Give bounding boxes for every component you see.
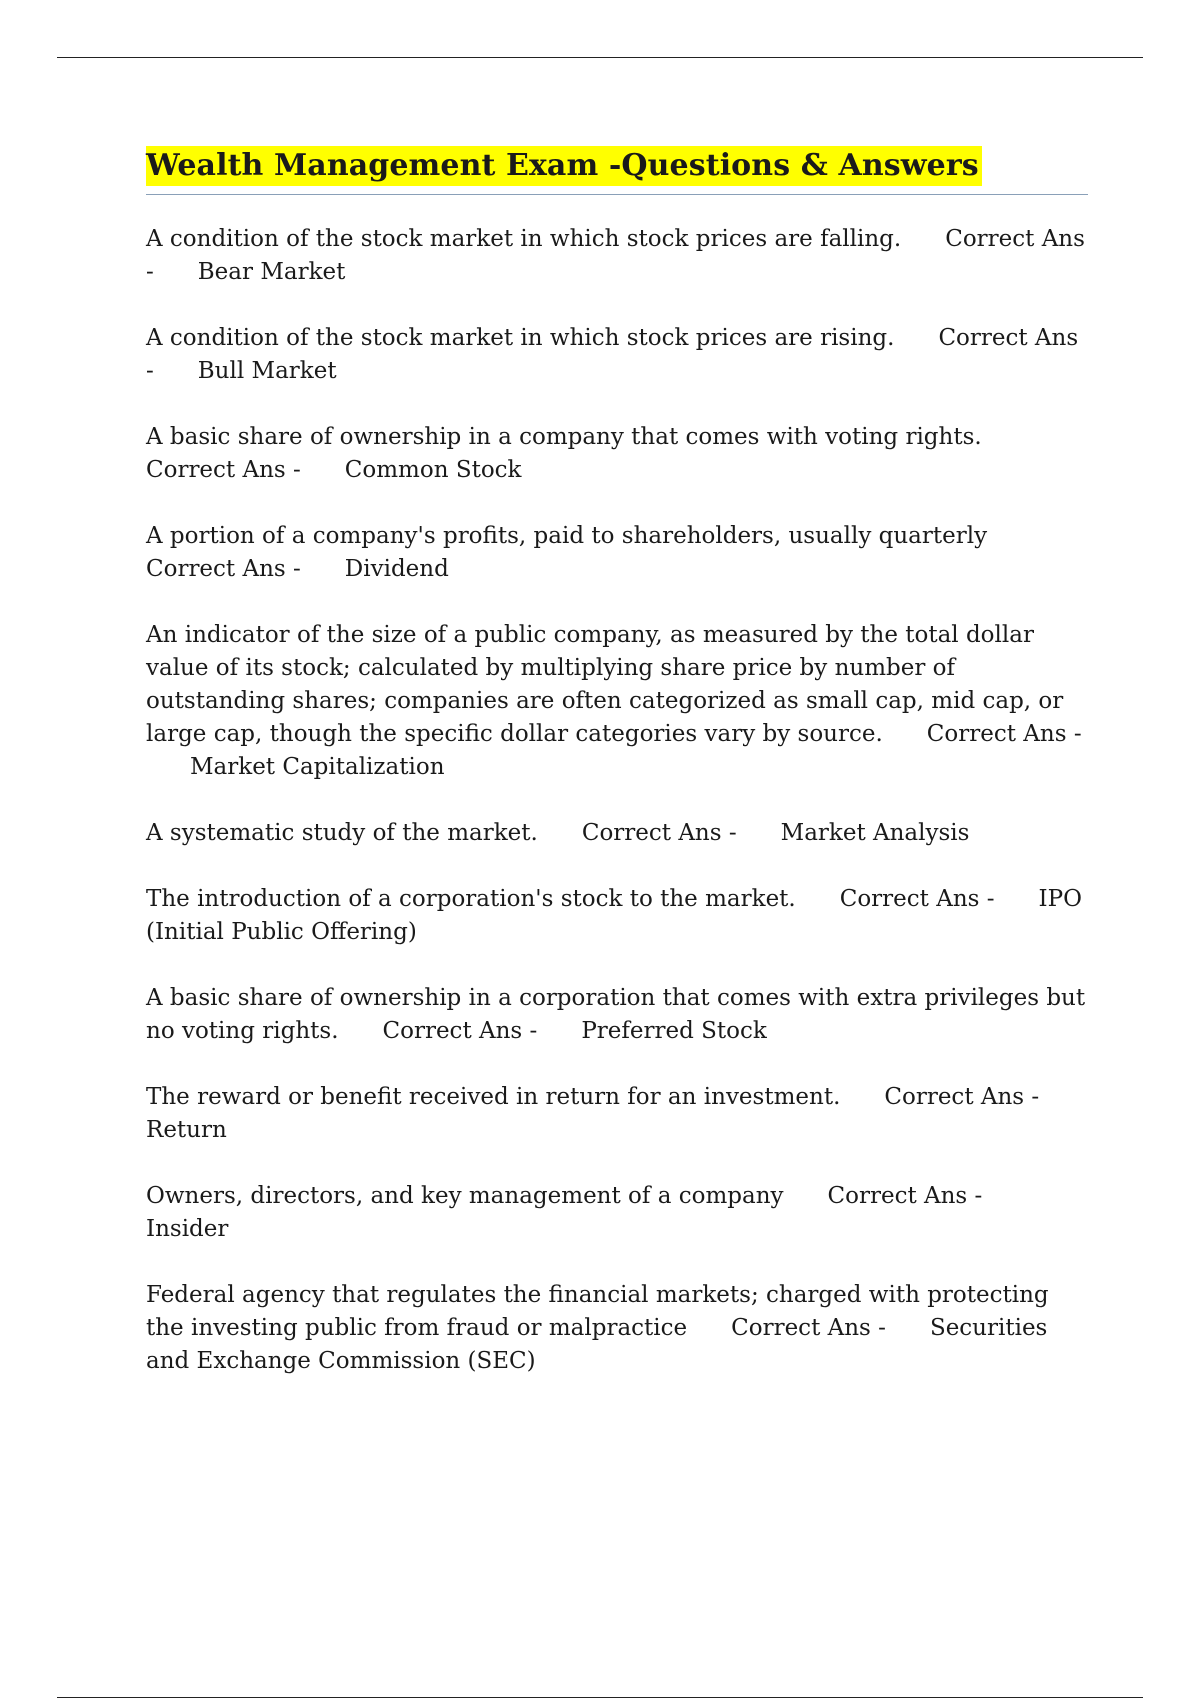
answer-label: Correct Ans - [731, 1315, 886, 1341]
answer-label: Correct Ans - [382, 1018, 538, 1044]
qa-item [146, 520, 1088, 586]
title-block [146, 146, 1088, 195]
footer-rule [57, 1697, 1143, 1698]
qa-item [146, 817, 1088, 850]
question-text: A condition of the stock market in which stock prices are falling. [146, 226, 902, 252]
answer-label: Correct Ans - [146, 226, 1085, 285]
answer-text: Insider [146, 1216, 229, 1242]
answer-label: Correct Ans - [926, 721, 1082, 747]
header-rule [57, 57, 1143, 58]
answer-text: Dividend [344, 556, 449, 582]
question-text: A portion of a company's profits, paid to shareholders, usually quarterly [146, 523, 988, 549]
answer-label: Correct Ans - [146, 556, 301, 582]
qa-item [146, 982, 1088, 1048]
answer-text: Market Capitalization [190, 754, 445, 780]
question-text: A systematic study of the market. [146, 820, 538, 846]
qa-item [146, 1180, 1088, 1246]
question-text: A basic share of ownership in a corporation that comes with extra privileges but no voting rights. [146, 985, 1086, 1044]
answer-label: Correct Ans - [884, 1084, 1040, 1110]
answer-text: Common Stock [344, 457, 522, 483]
answer-label: Correct Ans - [839, 886, 995, 912]
question-text: A basic share of ownership in a company that comes with voting rights. [146, 424, 982, 450]
document-body [146, 146, 1088, 1411]
qa-item [146, 421, 1088, 487]
question-text: Owners, directors, and key management of a company [146, 1183, 784, 1209]
qa-item [146, 883, 1088, 949]
answer-label: Correct Ans - [146, 325, 1079, 384]
answer-text: Preferred Stock [581, 1018, 767, 1044]
question-text: The introduction of a corporation's stock to the market. [146, 886, 796, 912]
answer-text: Bull Market [197, 358, 337, 384]
question-text: The reward or benefit received in return for an investment. [146, 1084, 841, 1110]
question-text: A condition of the stock market in which stock prices are rising. [146, 325, 895, 351]
question-text: An indicator of the size of a public company, as measured by the total dollar value of its stock; calculated by multiplying share price by number of outstanding shares; companies are often categorized as small cap, mid cap, or large cap, though the specific dollar categories vary by source. [146, 622, 1064, 747]
answer-text: Return [146, 1117, 227, 1143]
qa-item [146, 619, 1088, 784]
qa-item [146, 322, 1088, 388]
answer-text: IPO (Initial Public Offering) [146, 886, 1082, 945]
qa-item [146, 1081, 1088, 1147]
question-text: Federal agency that regulates the financial markets; charged with protecting the investing public from fraud or malpractice [146, 1282, 1049, 1341]
answer-label: Correct Ans - [581, 820, 737, 846]
answer-text: Market Analysis [780, 820, 970, 846]
qa-item [146, 223, 1088, 289]
answer-text: Bear Market [197, 259, 346, 285]
document-title: Wealth Management Exam -Questions & Answers [146, 146, 982, 186]
answer-text: Securities and Exchange Commission (SEC) [146, 1315, 1048, 1374]
answer-label: Correct Ans - [146, 457, 301, 483]
answer-label: Correct Ans - [827, 1183, 983, 1209]
qa-item [146, 1279, 1088, 1378]
